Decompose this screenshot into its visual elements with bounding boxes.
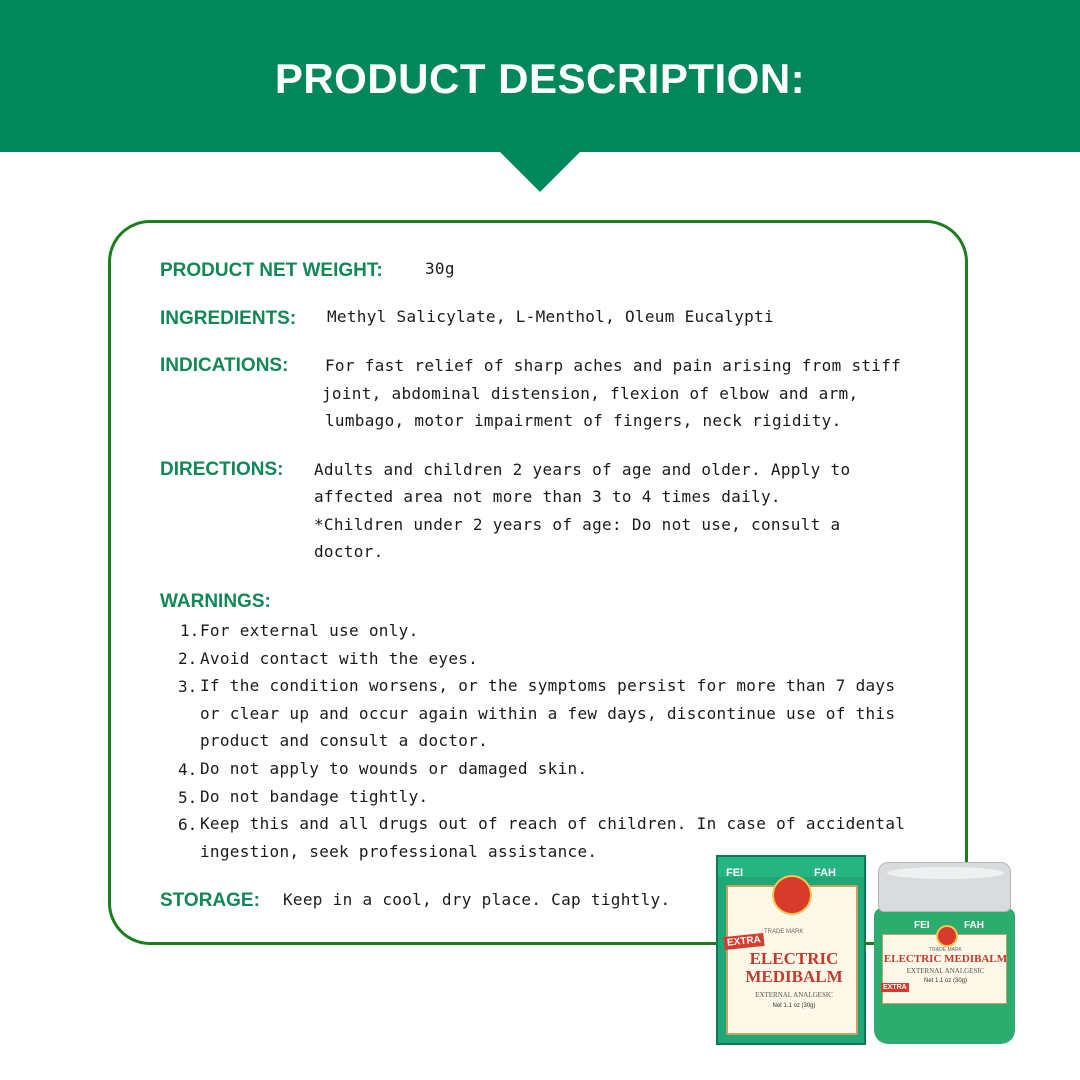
warning-item-text: Do not bandage tightly.	[200, 787, 429, 806]
warning-number: 1.	[180, 621, 200, 640]
net-weight-label: PRODUCT NET WEIGHT:	[160, 260, 383, 281]
page-title: PRODUCT DESCRIPTION:	[274, 55, 806, 102]
indications-line: joint, abdominal distension, flexion of elbow and arm,	[322, 384, 859, 403]
warning-item-text: For external use only.	[200, 621, 419, 640]
warning-item-text: ingestion, seek professional assistance.	[200, 842, 598, 861]
storage-label: STORAGE:	[160, 890, 260, 911]
warning-item-text: or clear up and occur again within a few days, discontinue use of this	[200, 704, 896, 723]
header-arrow-pointer	[498, 150, 582, 192]
net-weight-value: 30g	[425, 259, 455, 278]
box-net-weight: Net 1.1 oz (30g)	[772, 1003, 816, 1009]
jar-subtitle: EXTERNAL ANALGESIC	[906, 967, 985, 975]
warning-number: 2.	[178, 649, 198, 668]
ingredients-value: Methyl Salicylate, L-Menthol, Oleum Eucalypti	[327, 307, 774, 326]
storage-value: Keep in a cool, dry place. Cap tightly.	[283, 890, 671, 909]
jar-cap-top	[887, 867, 1004, 879]
warning-number: 5.	[178, 788, 198, 807]
warnings-label: WARNINGS:	[160, 591, 271, 612]
jar-brand-right: FAH	[964, 920, 984, 931]
warning-item-text: product and consult a doctor.	[200, 731, 489, 750]
warning-item-text: Do not apply to wounds or damaged skin.	[200, 759, 588, 778]
jar-net-weight: Net 1.1 oz (30g)	[923, 978, 968, 984]
warning-item-text: If the condition worsens, or the symptoms persist for more than 7 days	[200, 676, 896, 695]
warning-item-text: Avoid contact with the eyes.	[200, 649, 479, 668]
indications-label: INDICATIONS:	[160, 355, 289, 376]
directions-line: *Children under 2 years of age: Do not use, consult a	[314, 515, 841, 534]
jar-cap	[878, 862, 1011, 912]
indications-line: For fast relief of sharp aches and pain arising from stiff	[325, 356, 902, 375]
brand-seal-icon	[772, 875, 812, 915]
warning-item-text: Keep this and all drugs out of reach of children. In case of accidental	[200, 814, 906, 833]
jar-body	[874, 908, 1015, 1044]
directions-label: DIRECTIONS:	[160, 459, 284, 480]
warning-number: 3.	[178, 677, 198, 696]
box-brand-right: FAH	[814, 867, 836, 879]
header-banner	[0, 0, 1080, 152]
brand-seal-icon	[936, 925, 958, 947]
indications-line: lumbago, motor impairment of fingers, neck rigidity.	[325, 411, 842, 430]
jar-brand-left: FEI	[914, 920, 930, 931]
jar-product-name: ELECTRIC MEDIBALM	[883, 953, 1008, 965]
jar-trademark: TRADE MARK	[929, 947, 962, 953]
extra-badge: EXTRA	[723, 933, 764, 950]
directions-line: doctor.	[314, 542, 384, 561]
warning-number: 4.	[178, 760, 198, 779]
box-label-panel	[726, 885, 858, 1035]
extra-badge: EXTRA	[883, 984, 907, 991]
product-box-image	[716, 855, 866, 1045]
box-product-name: ELECTRIC	[749, 949, 839, 968]
box-trademark: TRADE MARK	[764, 929, 804, 935]
product-jar-image	[872, 862, 1017, 1044]
jar-label	[882, 934, 1007, 1004]
directions-line: affected area not more than 3 to 4 times daily.	[314, 487, 781, 506]
box-subtitle: EXTERNAL ANALGESIC	[755, 991, 833, 999]
box-brand-left: FEI	[726, 867, 744, 879]
box-product-name: MEDIBALM	[745, 967, 843, 986]
ingredients-label: INGREDIENTS:	[160, 308, 297, 329]
directions-line: Adults and children 2 years of age and older. Apply to	[314, 460, 851, 479]
warning-number: 6.	[178, 815, 198, 834]
